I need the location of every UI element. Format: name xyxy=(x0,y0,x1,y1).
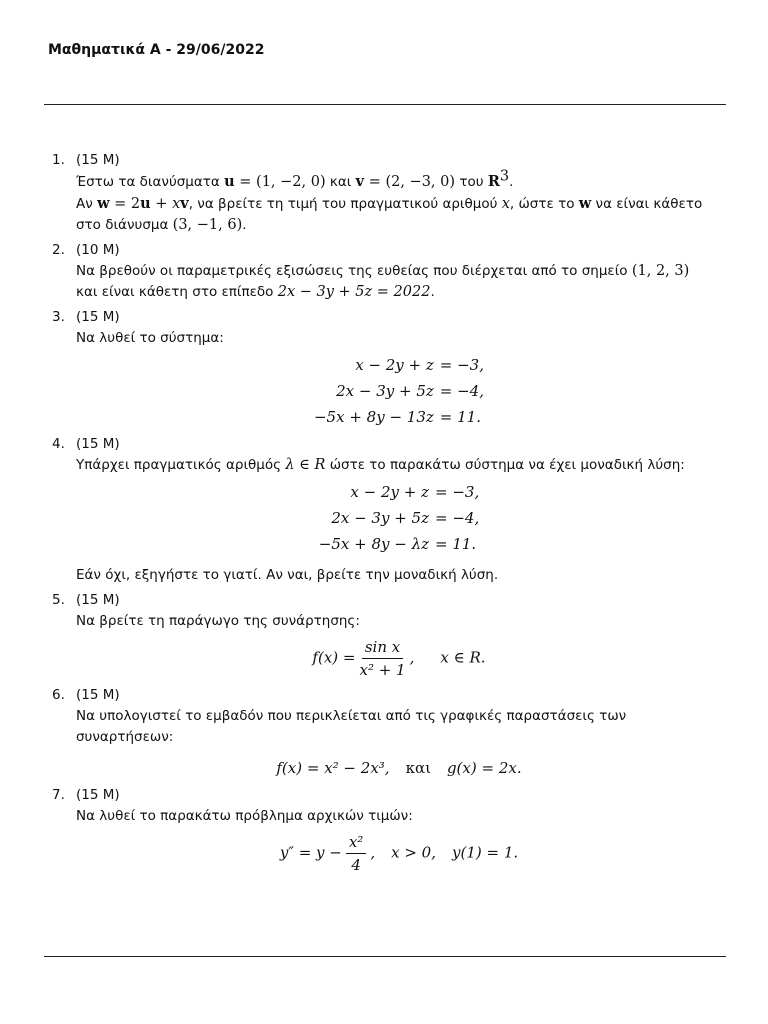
problem-5 xyxy=(52,590,722,679)
equation-system xyxy=(76,355,722,428)
fraction-numerator: x² xyxy=(346,833,366,854)
text-span: του xyxy=(455,174,488,190)
problem-text-line: Να βρείτε τη παράγωγο της συνάρτησης: xyxy=(76,613,360,629)
problem-list xyxy=(52,150,722,880)
problem-text-line xyxy=(76,193,722,215)
math-expr: (3, −1, 6) xyxy=(172,217,243,233)
fraction-numerator: sin x xyxy=(362,638,403,659)
text-span: Αν xyxy=(76,196,98,212)
equation xyxy=(76,638,722,679)
problem-marks: (10 M) xyxy=(76,242,120,258)
equation-domain: x ∈ R. xyxy=(440,648,486,667)
problem-number: 1. xyxy=(52,152,65,168)
vector-v: v xyxy=(355,173,365,190)
equation-rhs: = −4, xyxy=(435,509,480,527)
equation-rhs: = −3, xyxy=(439,356,484,374)
problem-number: 7. xyxy=(52,787,65,803)
problem-text-line xyxy=(76,168,722,193)
superscript: 3 xyxy=(499,168,510,185)
equation-lhs: 2x − 3y + 5z xyxy=(336,382,434,400)
problem-marks: (15 M) xyxy=(76,592,120,608)
problem-number: 6. xyxy=(52,687,65,703)
math-expr: (1, 2, 3) xyxy=(631,263,690,279)
problem-number: 4. xyxy=(52,436,65,452)
math-expr: λ ∈ R xyxy=(285,457,326,473)
problem-text-line: συναρτήσεων: xyxy=(76,729,174,745)
problem-marks: (15 M) xyxy=(76,687,120,703)
equation-tail: , xyxy=(409,648,415,667)
problem-4 xyxy=(52,434,722,586)
problem-number: 5. xyxy=(52,592,65,608)
text-span: , να βρείτε τη τιμή του πραγματικού αριθμού xyxy=(188,196,502,212)
problem-text-line xyxy=(76,455,722,476)
initial-condition: y(1) = 1. xyxy=(452,843,519,862)
problem-text-line xyxy=(76,215,722,236)
vector-w: w xyxy=(578,195,592,212)
conjunction: και xyxy=(405,759,431,777)
text-span: να είναι κάθετο xyxy=(591,196,703,212)
condition: x > 0, xyxy=(391,843,436,862)
text-span: στο διάνυσμα xyxy=(76,217,173,233)
problem-number: 3. xyxy=(52,309,65,325)
problem-6 xyxy=(52,685,722,779)
math-expr: = (1, −2, 0) xyxy=(234,174,326,190)
text-span: και xyxy=(325,174,356,190)
equation-lhs: 2x − 3y + 5z xyxy=(331,509,429,527)
text-span: Υπάρχει πραγματικός αριθμός xyxy=(76,457,286,473)
problem-3 xyxy=(52,307,722,428)
problem-text-line: Να λυθεί το σύστημα: xyxy=(76,330,224,346)
text-span: ώστε το παρακάτω σύστημα να έχει μοναδική λύση: xyxy=(325,457,685,473)
equation-lhs: x − 2y + z xyxy=(355,356,434,374)
problem-marks: (15 M) xyxy=(76,152,120,168)
vector-w: w xyxy=(97,195,110,212)
equation-rhs: = 11. xyxy=(435,535,477,553)
function-g: g(x) = 2x. xyxy=(446,759,522,777)
equation-rhs: = 11. xyxy=(439,408,481,426)
text-span: Έστω τα διανύσματα xyxy=(76,174,225,190)
equation-lhs: y″ = y − xyxy=(279,843,342,862)
problem-1 xyxy=(52,150,722,236)
problem-7 xyxy=(52,785,722,874)
real-space: R xyxy=(487,173,500,190)
problem-text-line xyxy=(76,282,722,303)
equation-rhs: = −3, xyxy=(435,483,480,501)
equation-lhs: x − 2y + z xyxy=(350,483,429,501)
equation-lhs: −5x + 8y − 13z xyxy=(313,408,434,426)
text-span: . xyxy=(509,174,514,190)
problem-text-line: Να λυθεί το παρακάτω πρόβλημα αρχικών τιμών: xyxy=(76,808,413,824)
equation-system xyxy=(76,482,722,555)
problem-text-line xyxy=(76,261,722,282)
vector-u: u xyxy=(140,195,151,212)
problem-marks: (15 M) xyxy=(76,309,120,325)
math-expr: = 2 xyxy=(109,196,141,212)
function-f: f(x) = x² − 2x³, xyxy=(276,759,390,777)
math-expr: = (2, −3, 0) xyxy=(364,174,456,190)
vector-v: v xyxy=(180,195,189,212)
problem-marks: (15 M) xyxy=(76,787,120,803)
text-span: . xyxy=(430,284,435,300)
problem-marks: (15 M) xyxy=(76,436,120,452)
equation-rhs: = −4, xyxy=(439,382,484,400)
top-divider xyxy=(44,104,726,105)
problem-text-line: Να υπολογιστεί το εμβαδόν που περικλείεται από τις γραφικές παραστάσεις των xyxy=(76,708,627,724)
problem-number: 2. xyxy=(52,242,65,258)
equation-lhs: f(x) = xyxy=(312,648,356,667)
variable-x: x xyxy=(172,196,181,212)
fraction-denominator: 4 xyxy=(351,856,361,874)
equation xyxy=(76,833,722,874)
document-title: Μαθηματικά Α - 29/06/2022 xyxy=(48,42,265,58)
vector-u: u xyxy=(224,173,235,190)
fraction-denominator: x² + 1 xyxy=(359,661,406,679)
problem-2 xyxy=(52,240,722,303)
text-span: Να βρεθούν οι παραμετρικές εξισώσεις της ευθείας που διέρχεται από το σημείο xyxy=(76,263,632,279)
equation xyxy=(76,758,722,779)
text-span: και είναι κάθετη στο επίπεδο xyxy=(76,284,278,300)
text-span: , ώστε το xyxy=(509,196,579,212)
fraction xyxy=(346,833,366,874)
equation-lhs: −5x + 8y − λz xyxy=(318,535,429,553)
fraction xyxy=(359,638,405,679)
variable-x: x xyxy=(501,196,510,212)
equation-tail: , xyxy=(370,843,376,862)
bottom-divider xyxy=(44,956,726,957)
problem-text-line: Εάν όχι, εξηγήστε το γιατί. Αν ναι, βρείτε την μοναδική λύση. xyxy=(76,567,499,583)
math-expr: + xyxy=(150,196,173,212)
math-expr: 2x − 3y + 5z = 2022 xyxy=(277,284,431,300)
text-span: . xyxy=(242,217,247,233)
